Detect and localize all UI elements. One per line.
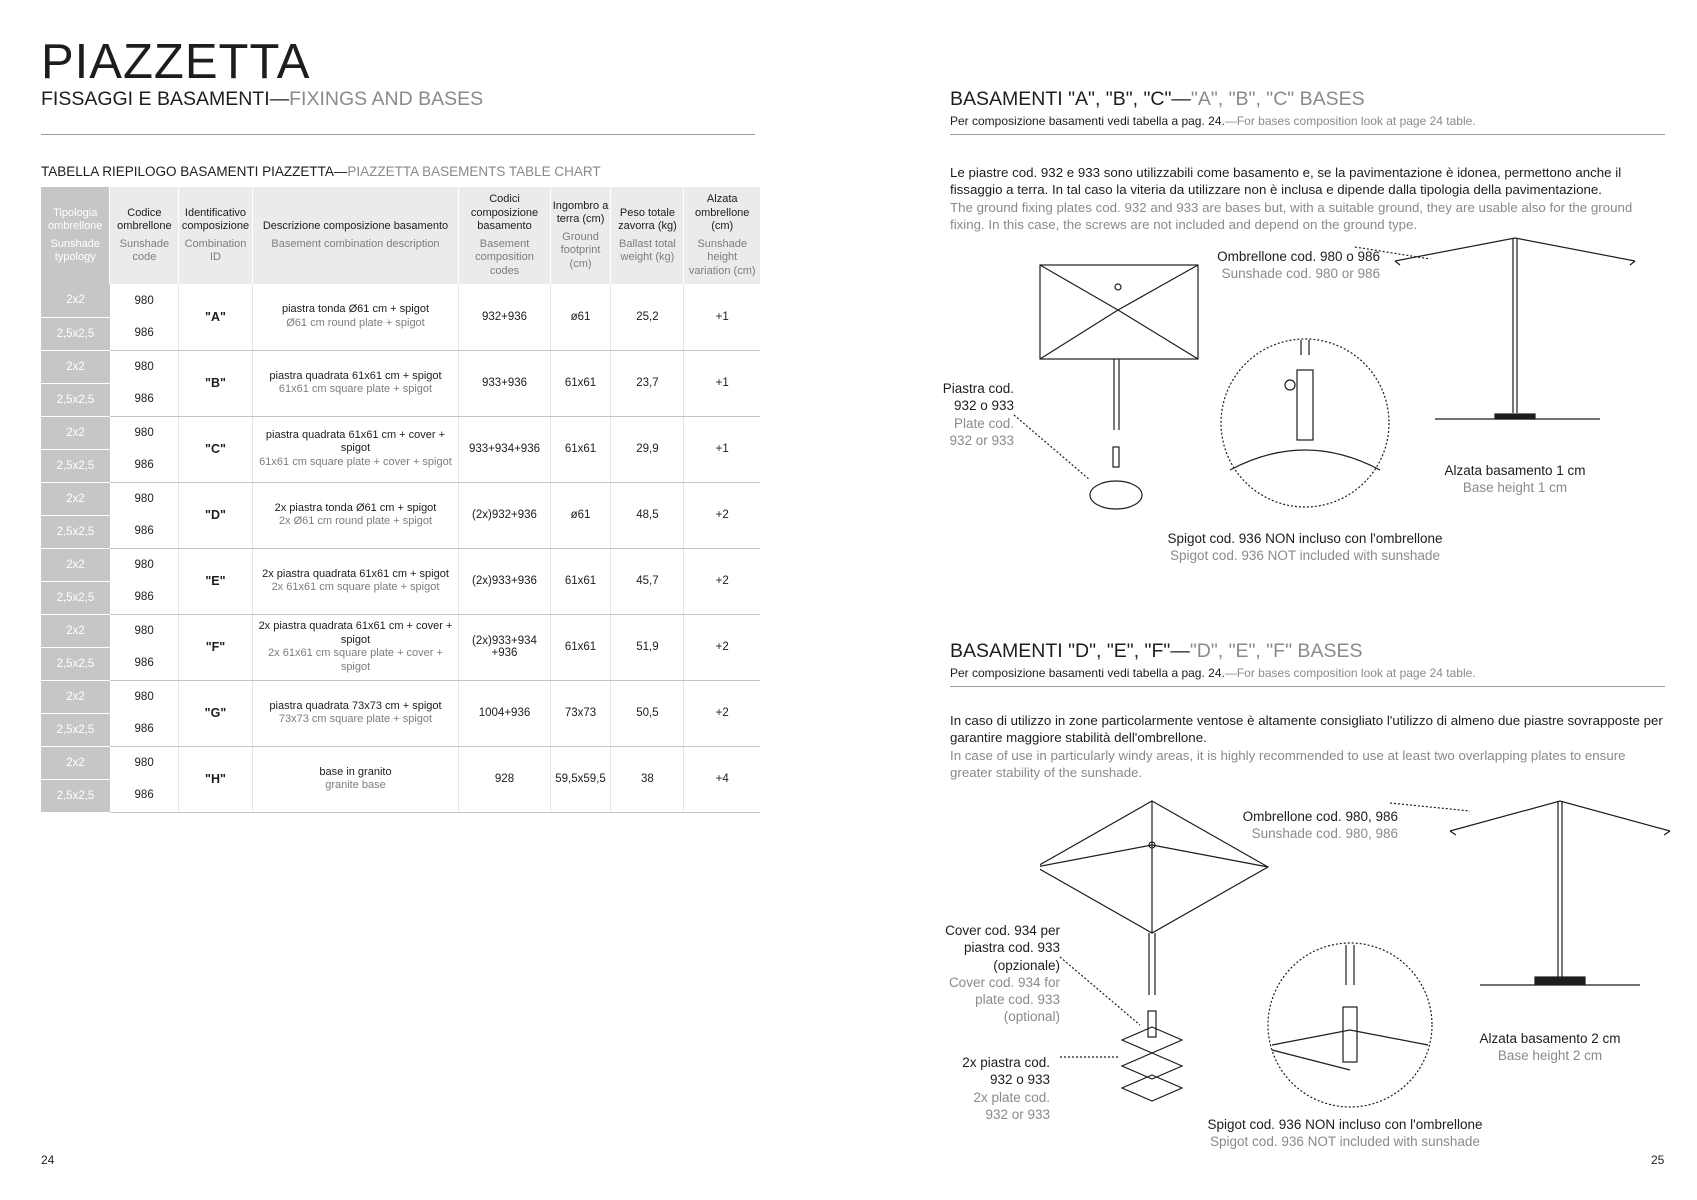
cell-typology: 2x2: [41, 284, 110, 317]
cover: [1122, 1027, 1182, 1053]
cell-typology: 2x2: [41, 350, 110, 383]
section-sub-separator: —: [1224, 666, 1237, 680]
table-row: [41, 680, 760, 713]
cell-weight: 29,9: [611, 416, 684, 482]
table-row: [41, 614, 760, 647]
spigot-detail: [1297, 370, 1313, 440]
cell-composition-codes: 932+936: [459, 284, 550, 350]
col-header-description: [252, 187, 459, 284]
canopy-rib: [1152, 845, 1268, 867]
description-en: 2x 61x61 cm square plate + spigot: [271, 581, 440, 593]
detail-circle: [1221, 339, 1389, 507]
umbrella-canopy-top-view: [1040, 801, 1268, 933]
cell-height-variation: +4: [684, 746, 760, 812]
col-header-footprint: [550, 187, 611, 284]
section-title-en: "D", "E", "F" BASES: [1189, 640, 1363, 662]
col-header-typology: [41, 187, 110, 284]
cell-description: [252, 746, 459, 812]
canopy-rib: [1040, 310, 1118, 359]
cell-footprint: 61x61: [550, 548, 611, 614]
cell-footprint: ø61: [550, 482, 611, 548]
paragraph-en: In case of use in particularly windy areas, it is highly recommended to use at least two overlapping plates to ensure greater stability of the sunshade.: [950, 747, 1626, 780]
cell-composition-codes: 928: [459, 746, 550, 812]
subtitle-separator: —: [269, 88, 290, 110]
section-def-title: [950, 640, 1362, 663]
col-header-en: Sunshade code: [119, 237, 170, 263]
section-def-subtitle: [950, 666, 1476, 680]
table-title-en: PIAZZETTA BASEMENTS TABLE CHART: [347, 164, 601, 179]
col-header-en: Combination ID: [184, 237, 247, 263]
plate-detail: [1272, 1030, 1428, 1070]
cell-description: [252, 680, 459, 746]
canopy-rib: [1118, 310, 1198, 359]
cell-code: 986: [110, 383, 179, 416]
cell-height-variation: +2: [684, 482, 760, 548]
description-en: 61x61 cm square plate + cover + spigot: [259, 455, 452, 468]
col-header-weight: [611, 187, 684, 284]
col-header-height: [684, 187, 760, 284]
cell-typology: 2x2: [41, 680, 110, 713]
label-height-def: [1450, 1030, 1650, 1065]
header-divider: [41, 134, 755, 135]
cell-typology: 2x2: [41, 746, 110, 779]
section-title-separator: —: [1171, 88, 1191, 110]
cell-weight: 48,5: [611, 482, 684, 548]
col-header-it: Descrizione composizione basamento: [262, 220, 449, 232]
cell-code: 980: [110, 482, 179, 515]
label-it: Alzata basamento 1 cm: [1444, 463, 1586, 478]
label-en: Sunshade cod. 980 or 986: [1221, 266, 1380, 282]
cell-typology: 2x2: [41, 548, 110, 581]
label-en: Plate cod. 932 or 933: [949, 415, 1014, 448]
cell-typology: 2x2: [41, 416, 110, 449]
page-number-left: 24: [41, 1153, 55, 1167]
cell-combination-id: "A": [179, 284, 252, 350]
leader-cover: [1060, 957, 1140, 1025]
section-title-en: "A", "B", "C" BASES: [1190, 88, 1365, 110]
section-title-separator: —: [1170, 640, 1190, 662]
cell-combination-id: "F": [179, 614, 252, 680]
col-header-en: Sunshade typology: [50, 237, 100, 263]
cell-code: 986: [110, 779, 179, 812]
subtitle-it: FISSAGGI E BASAMENTI: [41, 88, 270, 110]
label-it: Cover cod. 934 per piastra cod. 933 (opzionale): [945, 923, 1060, 973]
label-cover-def: [940, 922, 1060, 1026]
cell-composition-codes: (2x)932+936: [459, 482, 550, 548]
table-title-separator: —: [333, 164, 348, 179]
label-it: Piastra cod. 932 o 933: [942, 381, 1014, 414]
label-en: 2x plate cod. 932 or 933: [973, 1089, 1050, 1122]
cell-weight: 45,7: [611, 548, 684, 614]
basements-table: [41, 187, 760, 813]
description-it: piastra quadrata 61x61 cm + cover + spigot: [265, 428, 446, 455]
section-abc-paragraph: [950, 164, 1665, 233]
cell-combination-id: "C": [179, 416, 252, 482]
col-header-it: Peso totale zavorra (kg): [618, 206, 677, 232]
cell-typology: 2,5x2,5: [41, 581, 110, 614]
label-plate-abc: [930, 380, 1014, 449]
paragraph-it: Le piastre cod. 932 e 933 sono utilizzabili come basamento e, se la pavimentazione è idonea, permettono anche il fissaggio a terra. In tal caso la viteria da utilizzare non è inclusa e dipende dalla tipologia della pavimentazione.: [950, 165, 1622, 198]
cell-typology: 2,5x2,5: [41, 515, 110, 548]
cell-description: [252, 416, 459, 482]
cell-weight: 25,2: [611, 284, 684, 350]
cell-code: 986: [110, 713, 179, 746]
side-plate: [1495, 414, 1535, 419]
col-header-it: Codici composizione basamento: [470, 193, 539, 232]
cell-weight: 51,9: [611, 614, 684, 680]
side-plate: [1535, 977, 1585, 984]
cell-footprint: 61x61: [550, 614, 611, 680]
cell-code: 986: [110, 449, 179, 482]
label-en: Sunshade cod. 980, 986: [1251, 826, 1398, 842]
cell-weight: 23,7: [611, 350, 684, 416]
label-it: 2x piastra cod. 932 o 933: [962, 1055, 1050, 1088]
section-title-it: BASAMENTI "D", "E", "F": [950, 640, 1171, 662]
section-sub-separator: —: [1224, 114, 1237, 128]
canopy-center: [1115, 284, 1121, 290]
cell-composition-codes: 1004+936: [459, 680, 550, 746]
cell-combination-id: "H": [179, 746, 252, 812]
cell-typology: 2x2: [41, 482, 110, 515]
section-title-it: BASAMENTI "A", "B", "C": [950, 88, 1172, 110]
description-it: piastra tonda Ø61 cm + spigot: [281, 303, 430, 316]
description-en: 73x73 cm square plate + spigot: [278, 713, 433, 725]
col-header-it: Ingombro a terra (cm): [552, 199, 609, 226]
col-header-it: Alzata ombrellone (cm): [695, 193, 750, 232]
table-row: [41, 548, 760, 581]
umbrella-canopy-side-view: [1395, 238, 1635, 261]
description-en: 2x 61x61 cm square plate + cover + spigot: [268, 647, 443, 673]
description-it: 2x piastra quadrata 61x61 cm + spigot: [262, 567, 449, 580]
cell-footprint: 59,5x59,5: [550, 746, 611, 812]
description-en: 2x Ø61 cm round plate + spigot: [278, 515, 433, 527]
table-title-it: TABELLA RIEPILOGO BASAMENTI PIAZZETTA: [41, 164, 334, 179]
cell-description: [252, 350, 459, 416]
description-en: Ø61 cm round plate + spigot: [286, 316, 425, 329]
description-it: base in granito: [319, 765, 392, 778]
cell-combination-id: "G": [179, 680, 252, 746]
leader-umbrella: [1390, 803, 1470, 811]
label-en: Base height 2 cm: [1497, 1048, 1603, 1064]
diagram-bases-def: [1040, 795, 1680, 1125]
cell-code: 980: [110, 416, 179, 449]
cell-code: 986: [110, 317, 179, 350]
cell-code: 980: [110, 614, 179, 647]
canopy-rib: [1040, 265, 1118, 310]
label-it: Ombrellone cod. 980 o 986: [1217, 249, 1380, 264]
cell-code: 980: [110, 680, 179, 713]
cell-description: [252, 482, 459, 548]
cell-composition-codes: 933+934+936: [459, 416, 550, 482]
cell-height-variation: +1: [684, 416, 760, 482]
cell-composition-codes: (2x)933+934 +936: [459, 614, 550, 680]
cell-code: 980: [110, 284, 179, 317]
section-def-divider: [950, 686, 1665, 687]
page-title: PIAZZETTA: [41, 35, 311, 89]
description-en: granite base: [325, 779, 386, 791]
cell-height-variation: +1: [684, 350, 760, 416]
col-header-en: Ballast total weight (kg): [618, 237, 676, 263]
cell-composition-codes: (2x)933+936: [459, 548, 550, 614]
cell-code: 986: [110, 647, 179, 680]
cell-footprint: 61x61: [550, 350, 611, 416]
table-row: [41, 416, 760, 449]
section-abc-divider: [950, 134, 1665, 135]
col-header-code: [110, 187, 179, 284]
detail-circle: [1268, 943, 1432, 1107]
cell-combination-id: "E": [179, 548, 252, 614]
spigot-screw: [1285, 380, 1295, 390]
canopy-rib: [1040, 845, 1152, 867]
table-header-row: [41, 187, 760, 284]
cell-code: 986: [110, 581, 179, 614]
description-it: 2x piastra quadrata 61x61 cm + cover + spigot: [258, 620, 453, 646]
cell-height-variation: +2: [684, 548, 760, 614]
section-abc-subtitle: [950, 114, 1476, 128]
label-it: Spigot cod. 936 NON incluso con l'ombrellone: [1167, 531, 1443, 546]
label-en: Base height 1 cm: [1462, 480, 1568, 496]
col-header-en: Sunshade height variation (cm): [688, 237, 756, 277]
cell-code: 980: [110, 746, 179, 779]
cell-footprint: 61x61: [550, 416, 611, 482]
cell-typology: 2,5x2,5: [41, 713, 110, 746]
col-header-composition: [459, 187, 550, 284]
col-header-it: Identificativo composizione: [181, 206, 250, 232]
subtitle-en: FIXINGS AND BASES: [289, 88, 484, 110]
description-it: piastra quadrata 61x61 cm + spigot: [269, 369, 442, 382]
label-spigot-abc: [1110, 530, 1500, 565]
spigot: [1113, 447, 1119, 467]
leader-plate: [1014, 415, 1090, 480]
col-header-en: Ground footprint (cm): [560, 230, 601, 270]
col-header-en: Basement composition codes: [475, 237, 534, 277]
section-def-paragraph: [950, 712, 1665, 781]
col-header-it: Codice ombrellone: [117, 206, 172, 232]
section-sub-it: Per composizione basamenti vedi tabella a pag. 24.: [950, 666, 1225, 680]
umbrella-side-rim: [1395, 261, 1400, 265]
page-subtitle: [41, 88, 483, 111]
cell-description: [252, 548, 459, 614]
section-abc-title: [950, 88, 1365, 111]
cell-typology: 2,5x2,5: [41, 647, 110, 680]
umbrella-side-rim: [1630, 261, 1635, 265]
label-plates-def: [950, 1054, 1050, 1123]
cell-typology: 2x2: [41, 614, 110, 647]
cell-typology: 2,5x2,5: [41, 317, 110, 350]
paragraph-it: In caso di utilizzo in zone particolarmente ventose è altamente consigliato l'utilizzo di almeno due piastre sovrapposte per garantire maggiore stabilità dell'ombrellone.: [950, 713, 1663, 746]
label-en: Cover cod. 934 for plate cod. 933 (optional): [948, 974, 1060, 1025]
umbrella-side-rim: [1450, 831, 1456, 835]
table-row: [41, 746, 760, 779]
cell-combination-id: "D": [179, 482, 252, 548]
cell-weight: 50,5: [611, 680, 684, 746]
table-row: [41, 350, 760, 383]
section-sub-it: Per composizione basamenti vedi tabella a pag. 24.: [950, 114, 1225, 128]
description-en: 61x61 cm square plate + spigot: [278, 383, 433, 395]
paragraph-en: The ground fixing plates cod. 932 and 933 are bases but, with a suitable ground, they are usable also for the ground fixing. In this case, the screws are not included and depend on the ground type.: [950, 199, 1633, 232]
cell-code: 986: [110, 515, 179, 548]
cell-height-variation: +1: [684, 284, 760, 350]
cell-composition-codes: 933+936: [459, 350, 550, 416]
label-height-abc: [1415, 462, 1615, 497]
col-header-it: Tipologia ombrellone: [48, 206, 103, 232]
cell-typology: 2,5x2,5: [41, 449, 110, 482]
round-plate: [1090, 481, 1142, 509]
description-it: 2x piastra tonda Ø61 cm + spigot: [274, 501, 437, 514]
cell-combination-id: "B": [179, 350, 252, 416]
cell-height-variation: +2: [684, 614, 760, 680]
umbrella-side-rim: [1664, 831, 1670, 835]
label-it: Spigot cod. 936 NON incluso con l'ombrellone: [1207, 1117, 1483, 1132]
umbrella-canopy-side-view: [1450, 801, 1670, 831]
label-it: Alzata basamento 2 cm: [1479, 1031, 1621, 1046]
col-header-id: [179, 187, 252, 284]
label-en: Spigot cod. 936 NOT included with sunshade: [1210, 1134, 1480, 1150]
spigot-detail: [1343, 1007, 1357, 1062]
page-number-right: 25: [1651, 1153, 1665, 1167]
label-umbrella-def: [1240, 808, 1398, 843]
diagram-bases-abc: [940, 235, 1680, 575]
cell-code: 980: [110, 548, 179, 581]
col-header-en: Basement combination description: [271, 237, 440, 250]
cell-footprint: 73x73: [550, 680, 611, 746]
cell-typology: 2,5x2,5: [41, 383, 110, 416]
label-en: Spigot cod. 936 NOT included with sunshade: [1170, 548, 1440, 564]
section-sub-en: For bases composition look at page 24 table.: [1236, 114, 1476, 128]
description-it: piastra quadrata 73x73 cm + spigot: [269, 699, 442, 712]
table-row: [41, 482, 760, 515]
plate-detail: [1230, 450, 1380, 470]
cell-description: [252, 284, 459, 350]
cell-description: [252, 614, 459, 680]
label-it: Ombrellone cod. 980, 986: [1242, 809, 1398, 824]
cell-weight: 38: [611, 746, 684, 812]
label-umbrella-abc: [1180, 248, 1380, 283]
cell-typology: 2,5x2,5: [41, 779, 110, 812]
cell-code: 980: [110, 350, 179, 383]
label-spigot-def: [1150, 1116, 1540, 1151]
table-title: [41, 164, 601, 179]
spigot: [1148, 1011, 1156, 1037]
table-row: [41, 284, 760, 317]
section-sub-en: For bases composition look at page 24 table.: [1236, 666, 1476, 680]
cell-height-variation: +2: [684, 680, 760, 746]
cell-footprint: ø61: [550, 284, 611, 350]
